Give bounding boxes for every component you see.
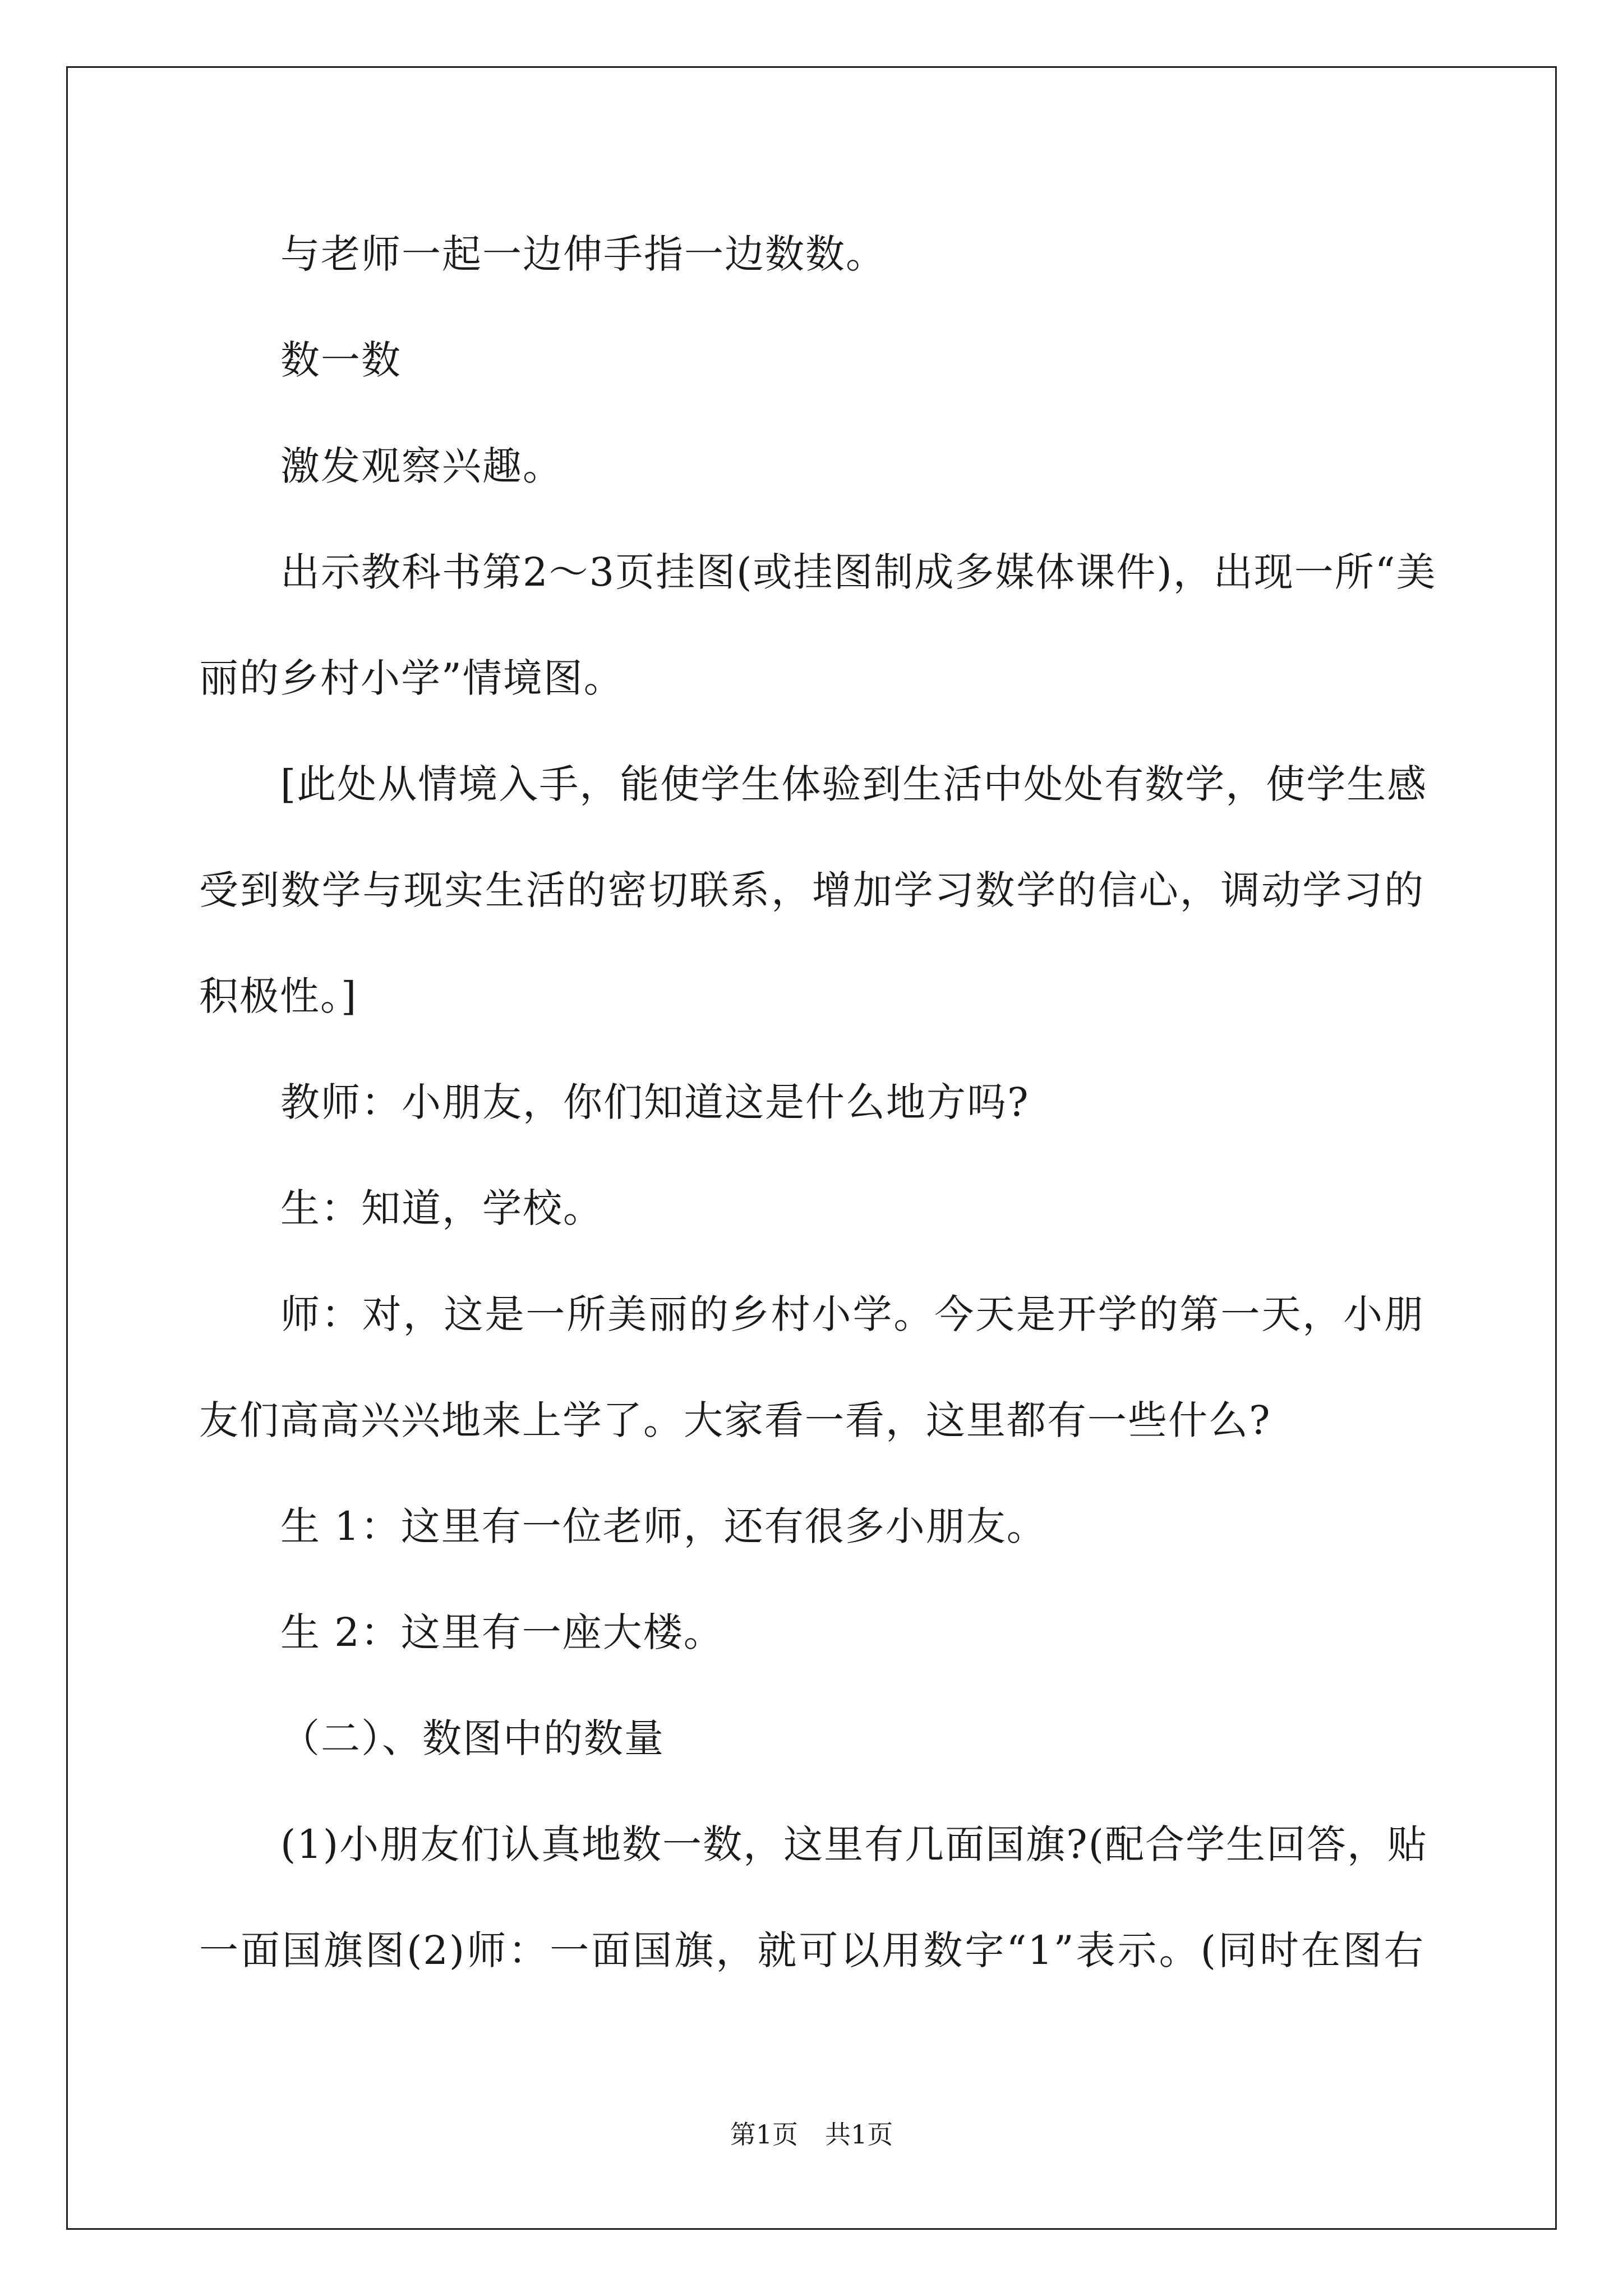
paragraph-line: 与老师一起一边伸手指一边数数。 — [280, 231, 886, 277]
paragraph-line: 师：对，这是一所美丽的乡村小学。今天是开学的第一天，小朋 — [280, 1291, 1424, 1337]
paragraph-line: 生 2：这里有一座大楼。 — [280, 1609, 724, 1655]
paragraph-line: 生 1：这里有一位老师，还有很多小朋友。 — [280, 1503, 1047, 1549]
page-border — [66, 66, 1557, 2230]
paragraph-line: 受到数学与现实生活的密切联系，增加学习数学的信心，调动学习的 — [199, 867, 1424, 913]
paragraph-line: 教师：小朋友，你们知道这是什么地方吗? — [280, 1079, 1030, 1125]
paragraph-line: 积极性。] — [199, 973, 358, 1019]
page-number-total: 共1页 — [825, 2119, 893, 2150]
paragraph-line: [此处从情境入手，能使学生体验到生活中处处有数学，使学生感 — [280, 761, 1428, 807]
paragraph-line: 激发观察兴趣。 — [280, 443, 563, 489]
paragraph-line: 丽的乡村小学”情境图。 — [199, 655, 624, 701]
page-footer — [0, 2118, 1623, 2151]
paragraph-line: 友们高高兴兴地来上学了。大家看一看，这里都有一些什么? — [199, 1397, 1271, 1443]
page-number-current: 第1页 — [730, 2119, 798, 2150]
paragraph-line: 生：知道，学校。 — [280, 1185, 603, 1231]
paragraph-line: 数一数 — [280, 337, 402, 383]
paragraph-line: 出示教科书第2～3页挂图(或挂图制成多媒体课件)，出现一所“美 — [280, 549, 1437, 595]
paragraph-line: (1)小朋友们认真地数一数，这里有几面国旗?(配合学生回答，贴 — [280, 1821, 1428, 1867]
section-heading: （二）、数图中的数量 — [280, 1715, 665, 1761]
paragraph-line: 一面国旗图(2)师：一面国旗，就可以用数字“1”表示。(同时在图右 — [199, 1927, 1424, 1973]
